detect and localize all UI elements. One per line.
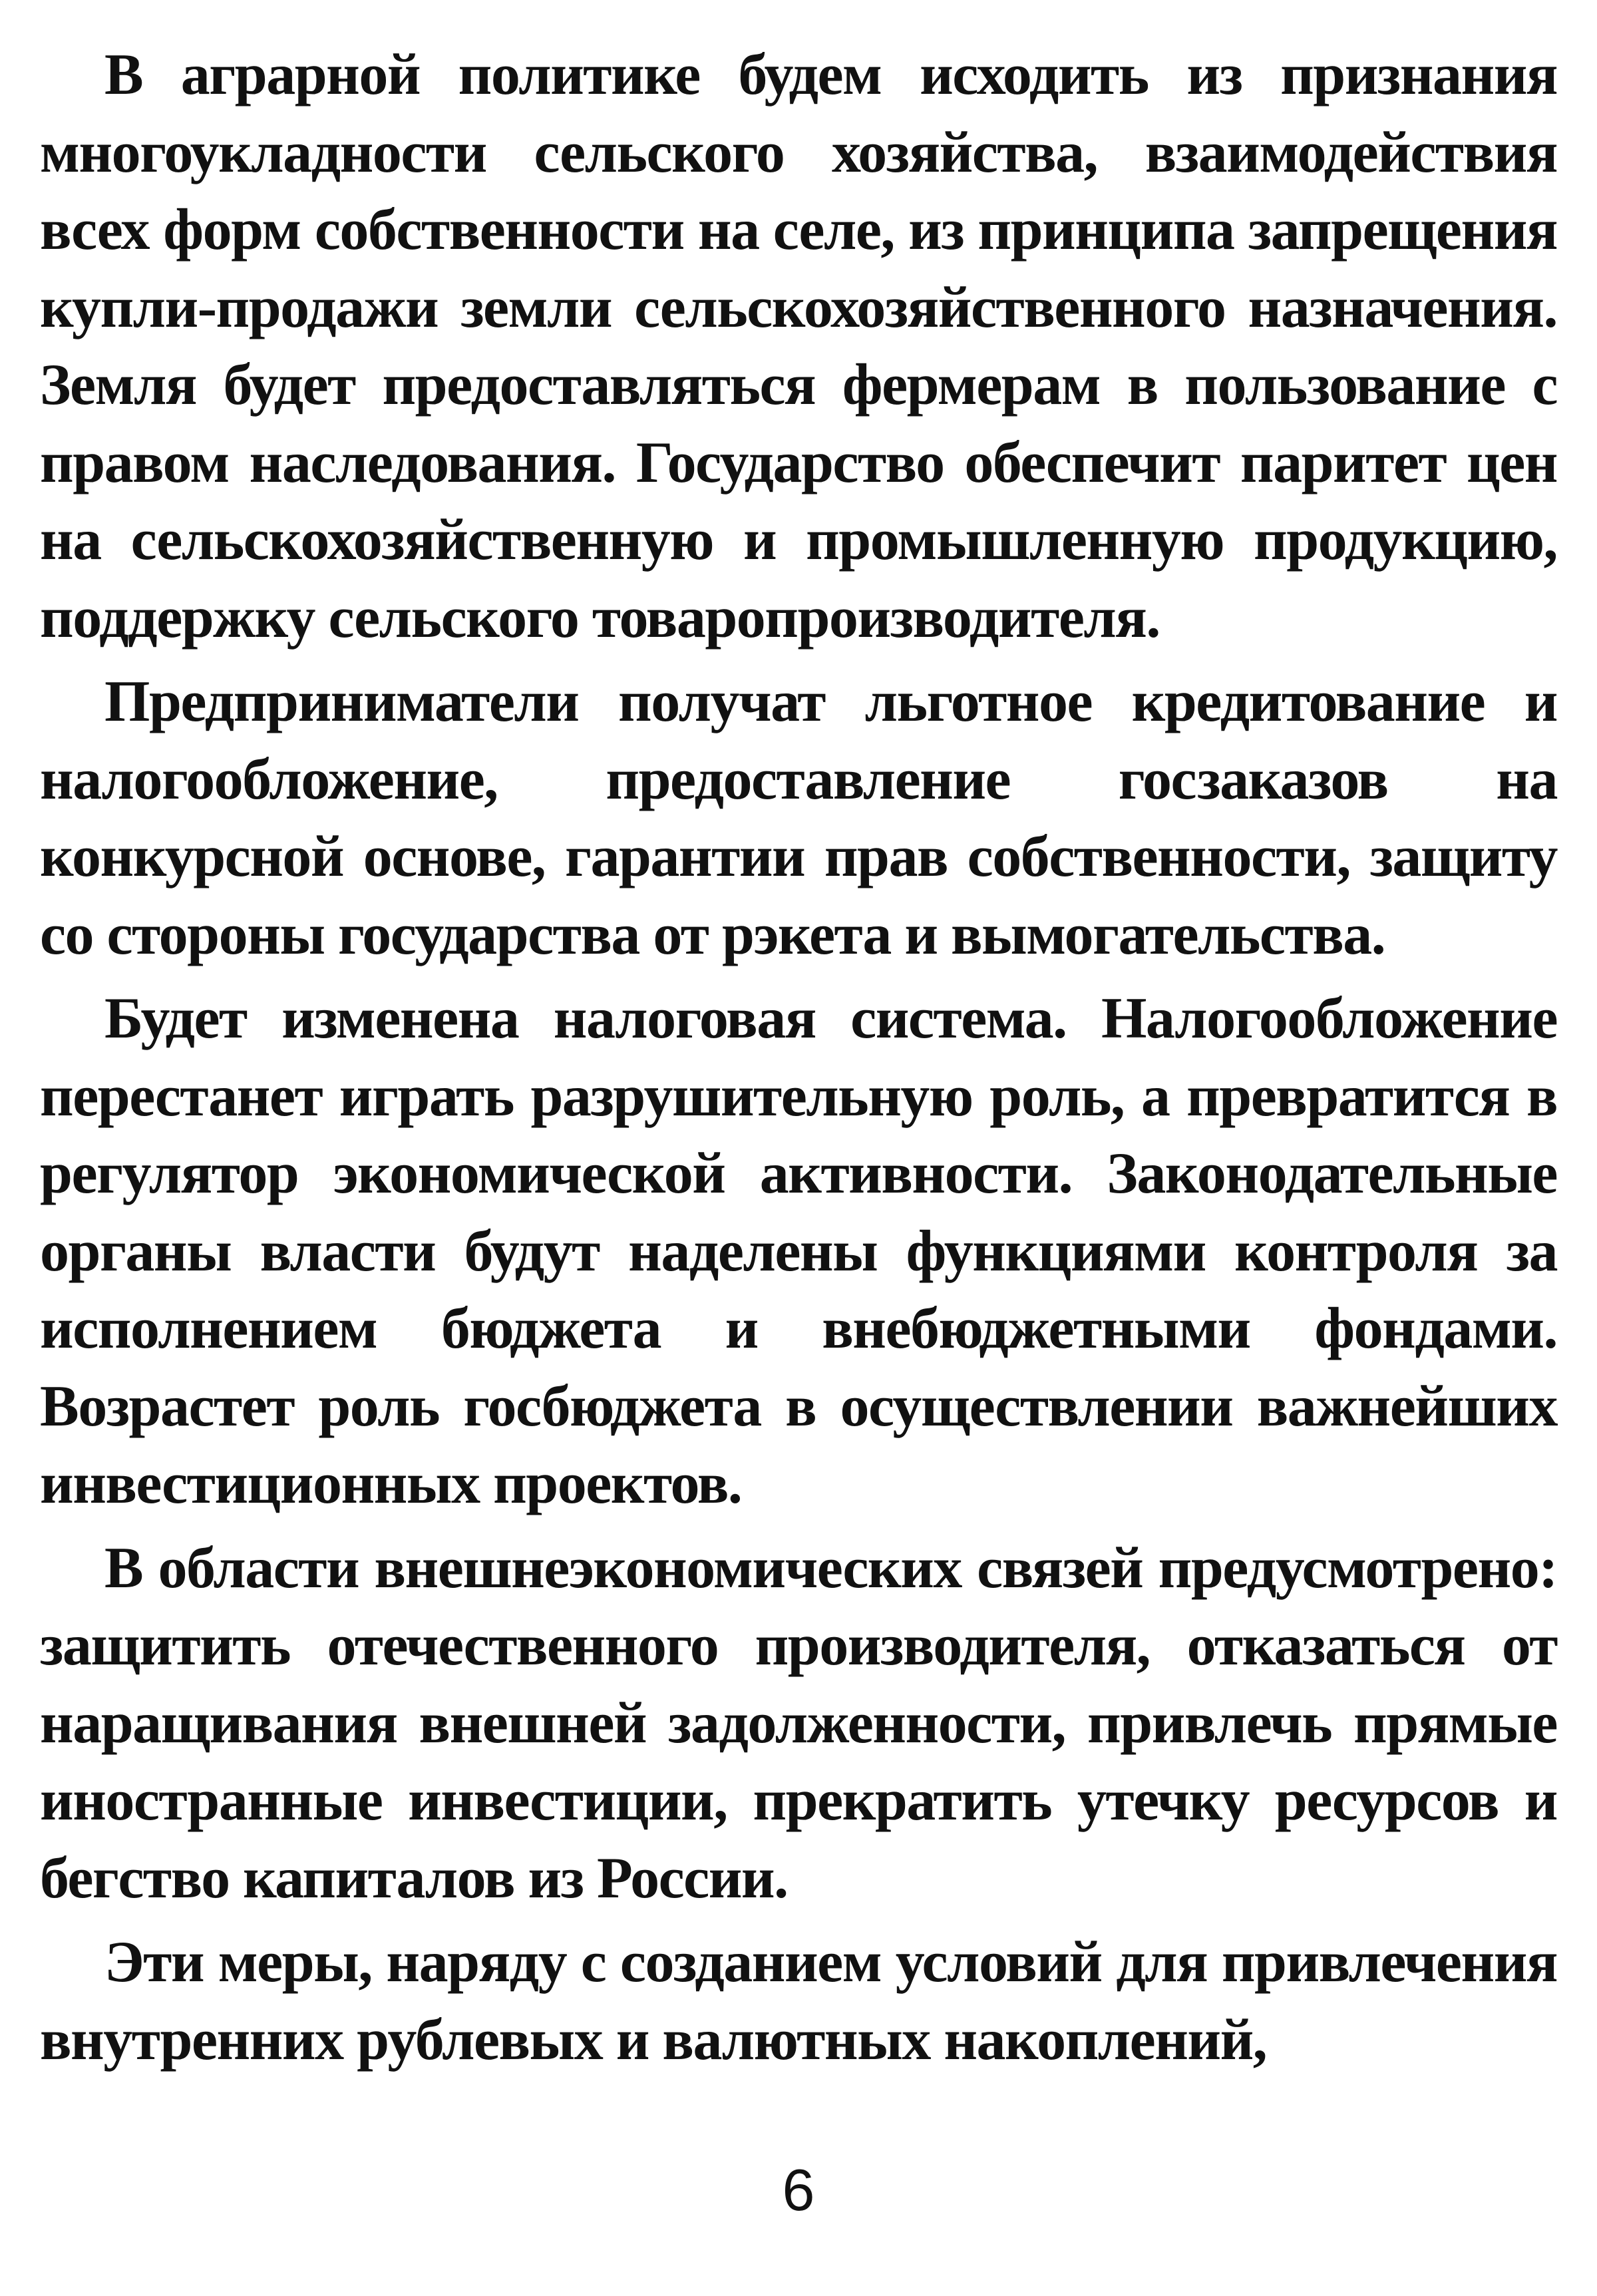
document-page: [40, 37, 1557, 2253]
paragraph-tax-system: Будет изменена налоговая система. Налогообложение перестанет играть разрушительную роль, а превратится в регулятор экономической активности. Законодательные органы власти будут наделены функциями контроля за исполнением бюджета и внебюджетными фондами. Возрастет роль госбюджета в осуществлении важнейших инвестиционных проектов.: [40, 986, 1557, 1516]
page-number: 6: [782, 2157, 815, 2223]
paragraph-foreign-economic-relations: В области внешнеэкономических связей предусмотрено: защитить отечественного производителя, отказаться от наращивания внешней задолженности, привлечь прямые иностранные инвестиции, прекратить утечку ресурсов и бегство капиталов из России.: [40, 1535, 1557, 1911]
paragraph-measures: Эти меры, наряду с созданием условий для привлечения внутренних рублевых и валютных накоплений,: [40, 1930, 1557, 2072]
paragraph-agrarian-policy: В аграрной политике будем исходить из признания многоукладности сельского хозяйства, взаимодействия всех форм собственности на селе, из принципа запрещения купли-продажи земли сельскохозяйственного назначения. Земля будет предоставляться фермерам в пользование с правом наследования. Государство обеспечит паритет цен на сельскохозяйственную и промышленную продукцию, поддержку сельского товаропроизводителя.: [40, 43, 1557, 650]
paragraph-entrepreneurs: Предприниматели получат льготное кредитование и налогообложение, предоставление госзаказов на конкурсной основе, гарантии прав собственности, защиту со стороны государства от рэкета и вымогательства.: [40, 670, 1557, 967]
